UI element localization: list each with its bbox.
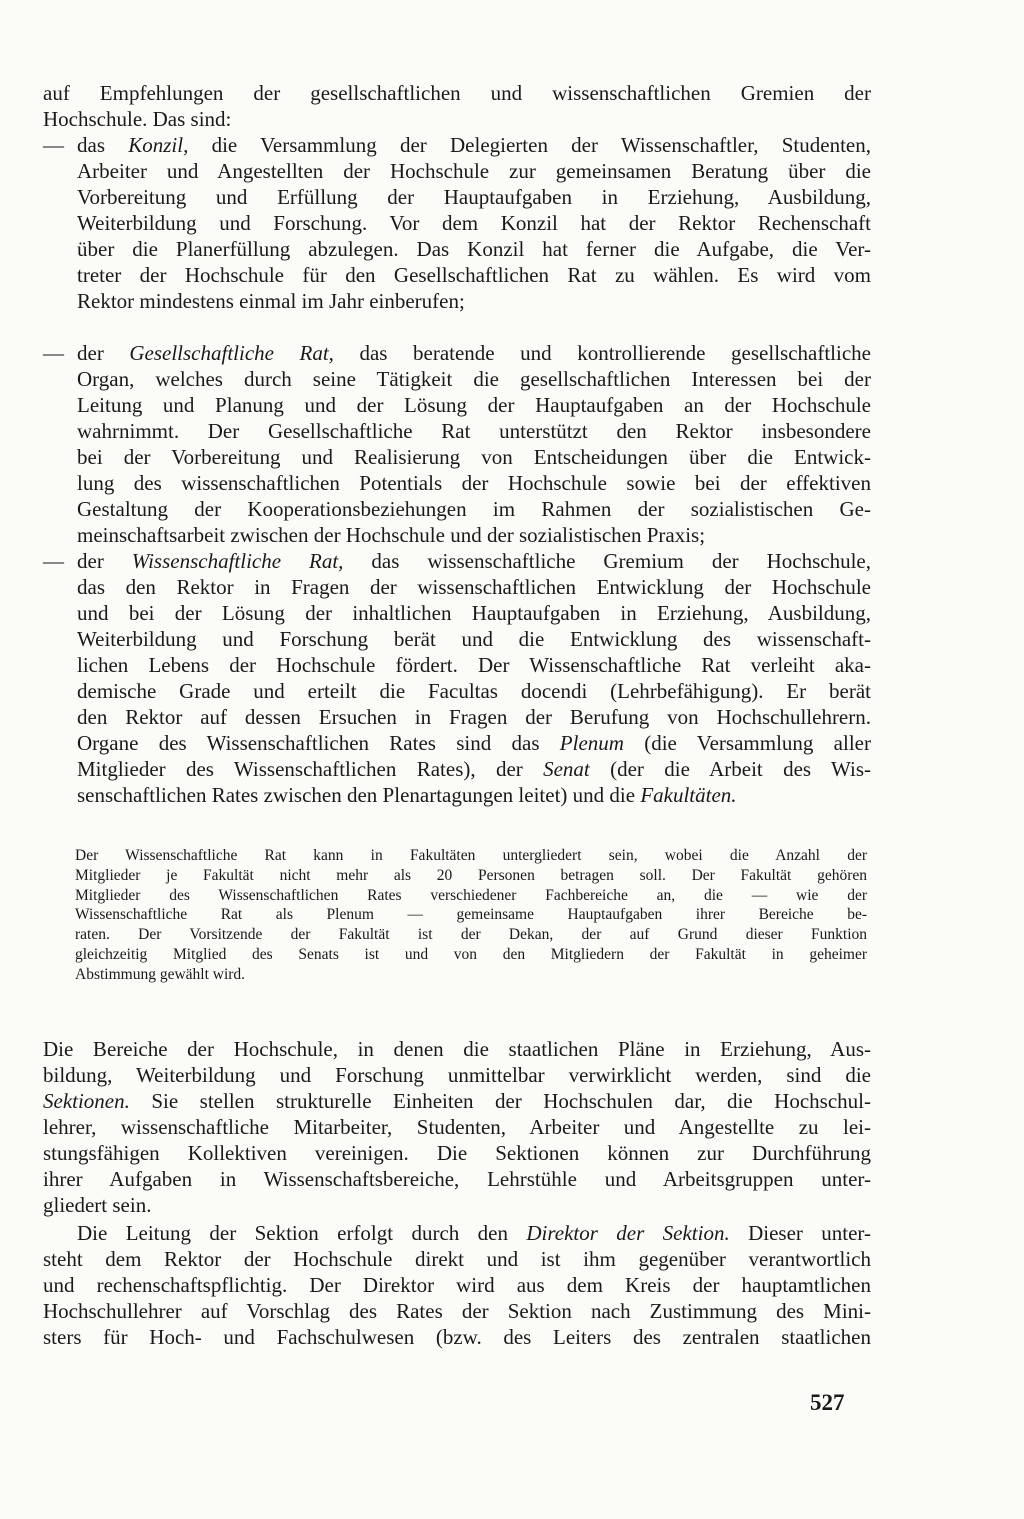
list-item-line: wahrnimmt. Der Gesellschaftliche Rat unterstützt den Rektor insbesondere xyxy=(77,419,871,443)
paragraph-line: Die Leitung der Sektion erfolgt durch den Direktor der Sektion. Dieser unter- xyxy=(77,1221,871,1245)
italic-term: Gesellschaftliche Rat, xyxy=(129,341,334,365)
list-item-line: Leitung und Planung und der Lösung der Hauptaufgaben an der Hochschule xyxy=(77,393,871,417)
list-item-line: der Gesellschaftliche Rat, das beratende und kontrollierende gesellschaftliche xyxy=(77,341,871,365)
note-line: Mitglieder je Fakultät nicht mehr als 20 Personen betragen soll. Der Fakultät gehören xyxy=(75,866,867,884)
list-item-line: das Konzil, die Versammlung der Delegierten der Wissenschaftler, Studenten, xyxy=(77,133,871,157)
list-item-line: Arbeiter und Angestellten der Hochschule zur gemeinsamen Beratung über die xyxy=(77,159,871,183)
note-line: Mitglieder des Wissenschaftlichen Rates verschiedener Fachbereiche an, die — wie der xyxy=(75,886,867,904)
paragraph-line: lehrer, wissenschaftliche Mitarbeiter, Studenten, Arbeiter und Angestellte zu lei- xyxy=(43,1115,871,1139)
list-item-line: Gestaltung der Kooperationsbeziehungen im Rahmen der sozialistischen Ge- xyxy=(77,497,871,521)
italic-term: Konzil, xyxy=(128,133,189,157)
list-dash: — xyxy=(43,341,64,365)
note-line: Der Wissenschaftliche Rat kann in Fakultäten untergliedert sein, wobei die Anzahl der xyxy=(75,847,867,864)
list-item-line: lung des wissenschaftlichen Potentials der Hochschule sowie bei der effektiven xyxy=(77,471,871,495)
paragraph-line: sters für Hoch- und Fachschulwesen (bzw. des Leiters des zentralen staatlichen xyxy=(43,1325,871,1349)
list-item-line: lichen Lebens der Hochschule fördert. Der Wissenschaftliche Rat verleiht aka- xyxy=(77,653,871,677)
list-item-line: Weiterbildung und Forschung berät und die Entwicklung des wissenschaft- xyxy=(77,627,871,651)
paragraph-line: bildung, Weiterbildung und Forschung unmittelbar verwirklicht werden, sind die xyxy=(43,1063,871,1087)
italic-term: Fakultäten. xyxy=(640,783,737,807)
page-number: 527 xyxy=(810,1390,845,1415)
paragraph-line: und rechenschaftspflichtig. Der Direktor wird aus dem Kreis der hauptamtlichen xyxy=(43,1273,871,1297)
italic-term: Plenum xyxy=(559,731,624,755)
list-item-line: bei der Vorbereitung und Realisierung von Entscheidungen über die Entwick- xyxy=(77,445,871,469)
note-line: raten. Der Vorsitzende der Fakultät ist der Dekan, der auf Grund dieser Funktion xyxy=(75,926,867,944)
note-line: Abstimmung gewählt wird. xyxy=(75,965,246,983)
text-line: Hochschule. Das sind: xyxy=(43,107,232,131)
list-item-line: Vorbereitung und Erfüllung der Hauptaufgaben in Erziehung, Ausbildung, xyxy=(77,185,871,209)
list-item-line: das den Rektor in Fragen der wissenschaftlichen Entwicklung der Hochschule xyxy=(77,575,871,599)
note-line: Wissenschaftliche Rat als Plenum — gemeinsame Hauptaufgaben ihrer Bereiche be- xyxy=(75,906,867,924)
paragraph-line: steht dem Rektor der Hochschule direkt und ist ihm gegenüber verantwortlich xyxy=(43,1247,871,1271)
list-item-line: meinschaftsarbeit zwischen der Hochschule und der sozialistischen Praxis; xyxy=(77,523,706,547)
list-item-line: der Wissenschaftliche Rat, das wissenschaftliche Gremium der Hochschule, xyxy=(77,549,871,573)
list-item-line: Organ, welches durch seine Tätigkeit die gesellschaftlichen Interessen bei der xyxy=(77,367,871,391)
paragraph-line: Hochschullehrer auf Vorschlag des Rates der Sektion nach Zustimmung des Mini- xyxy=(43,1299,871,1323)
list-item-line: den Rektor auf dessen Ersuchen in Fragen der Berufung von Hochschullehrern. xyxy=(77,705,871,729)
list-dash: — xyxy=(43,133,64,157)
list-item-line: Mitglieder des Wissenschaftlichen Rates), der Senat (der die Arbeit des Wis- xyxy=(77,757,872,781)
paragraph-line: Die Bereiche der Hochschule, in denen die staatlichen Pläne in Erziehung, Aus- xyxy=(43,1037,871,1061)
paragraph-line: ihrer Aufgaben in Wissenschaftsbereiche, Lehrstühle und Arbeitsgruppen unter- xyxy=(43,1167,871,1191)
list-item-line: treter der Hochschule für den Gesellschaftlichen Rat zu wählen. Es wird vom xyxy=(77,263,871,287)
list-item-line: über die Planerfüllung abzulegen. Das Konzil hat ferner die Aufgabe, die Ver- xyxy=(77,237,871,261)
italic-term: Senat xyxy=(543,757,590,781)
list-item-line: Organe des Wissenschaftlichen Rates sind das Plenum (die Versammlung aller xyxy=(77,731,871,755)
list-item-line: und bei der Lösung der inhaltlichen Hauptaufgaben in Erziehung, Ausbildung, xyxy=(77,601,871,625)
list-item-line: Weiterbildung und Forschung. Vor dem Konzil hat der Rektor Rechenschaft xyxy=(77,211,871,235)
note-line: gleichzeitig Mitglied des Senats ist und von den Mitgliedern der Fakultät in geheimer xyxy=(75,946,867,963)
paragraph-line: stungsfähigen Kollektiven vereinigen. Die Sektionen können zur Durchführung xyxy=(43,1141,871,1165)
italic-term: Direktor der Sektion. xyxy=(526,1221,730,1245)
paragraph-line: Sektionen. Sie stellen strukturelle Einheiten der Hochschulen dar, die Hochschul- xyxy=(43,1089,871,1113)
text-line: auf Empfehlungen der gesellschaftlichen und wissenschaftlichen Gremien der xyxy=(43,81,871,105)
italic-term: Sektionen. xyxy=(43,1089,130,1113)
italic-term: Wissenschaftliche Rat, xyxy=(131,549,344,573)
paragraph-line: gliedert sein. xyxy=(43,1193,152,1217)
list-item-line: demische Grade und erteilt die Facultas docendi (Lehrbefähigung). Er berät xyxy=(77,679,871,703)
list-item-line: Rektor mindestens einmal im Jahr einberufen; xyxy=(77,289,465,313)
list-item-line: senschaftlichen Rates zwischen den Plenartagungen leitet) und die Fakultäten. xyxy=(77,783,737,807)
list-dash: — xyxy=(43,549,64,573)
